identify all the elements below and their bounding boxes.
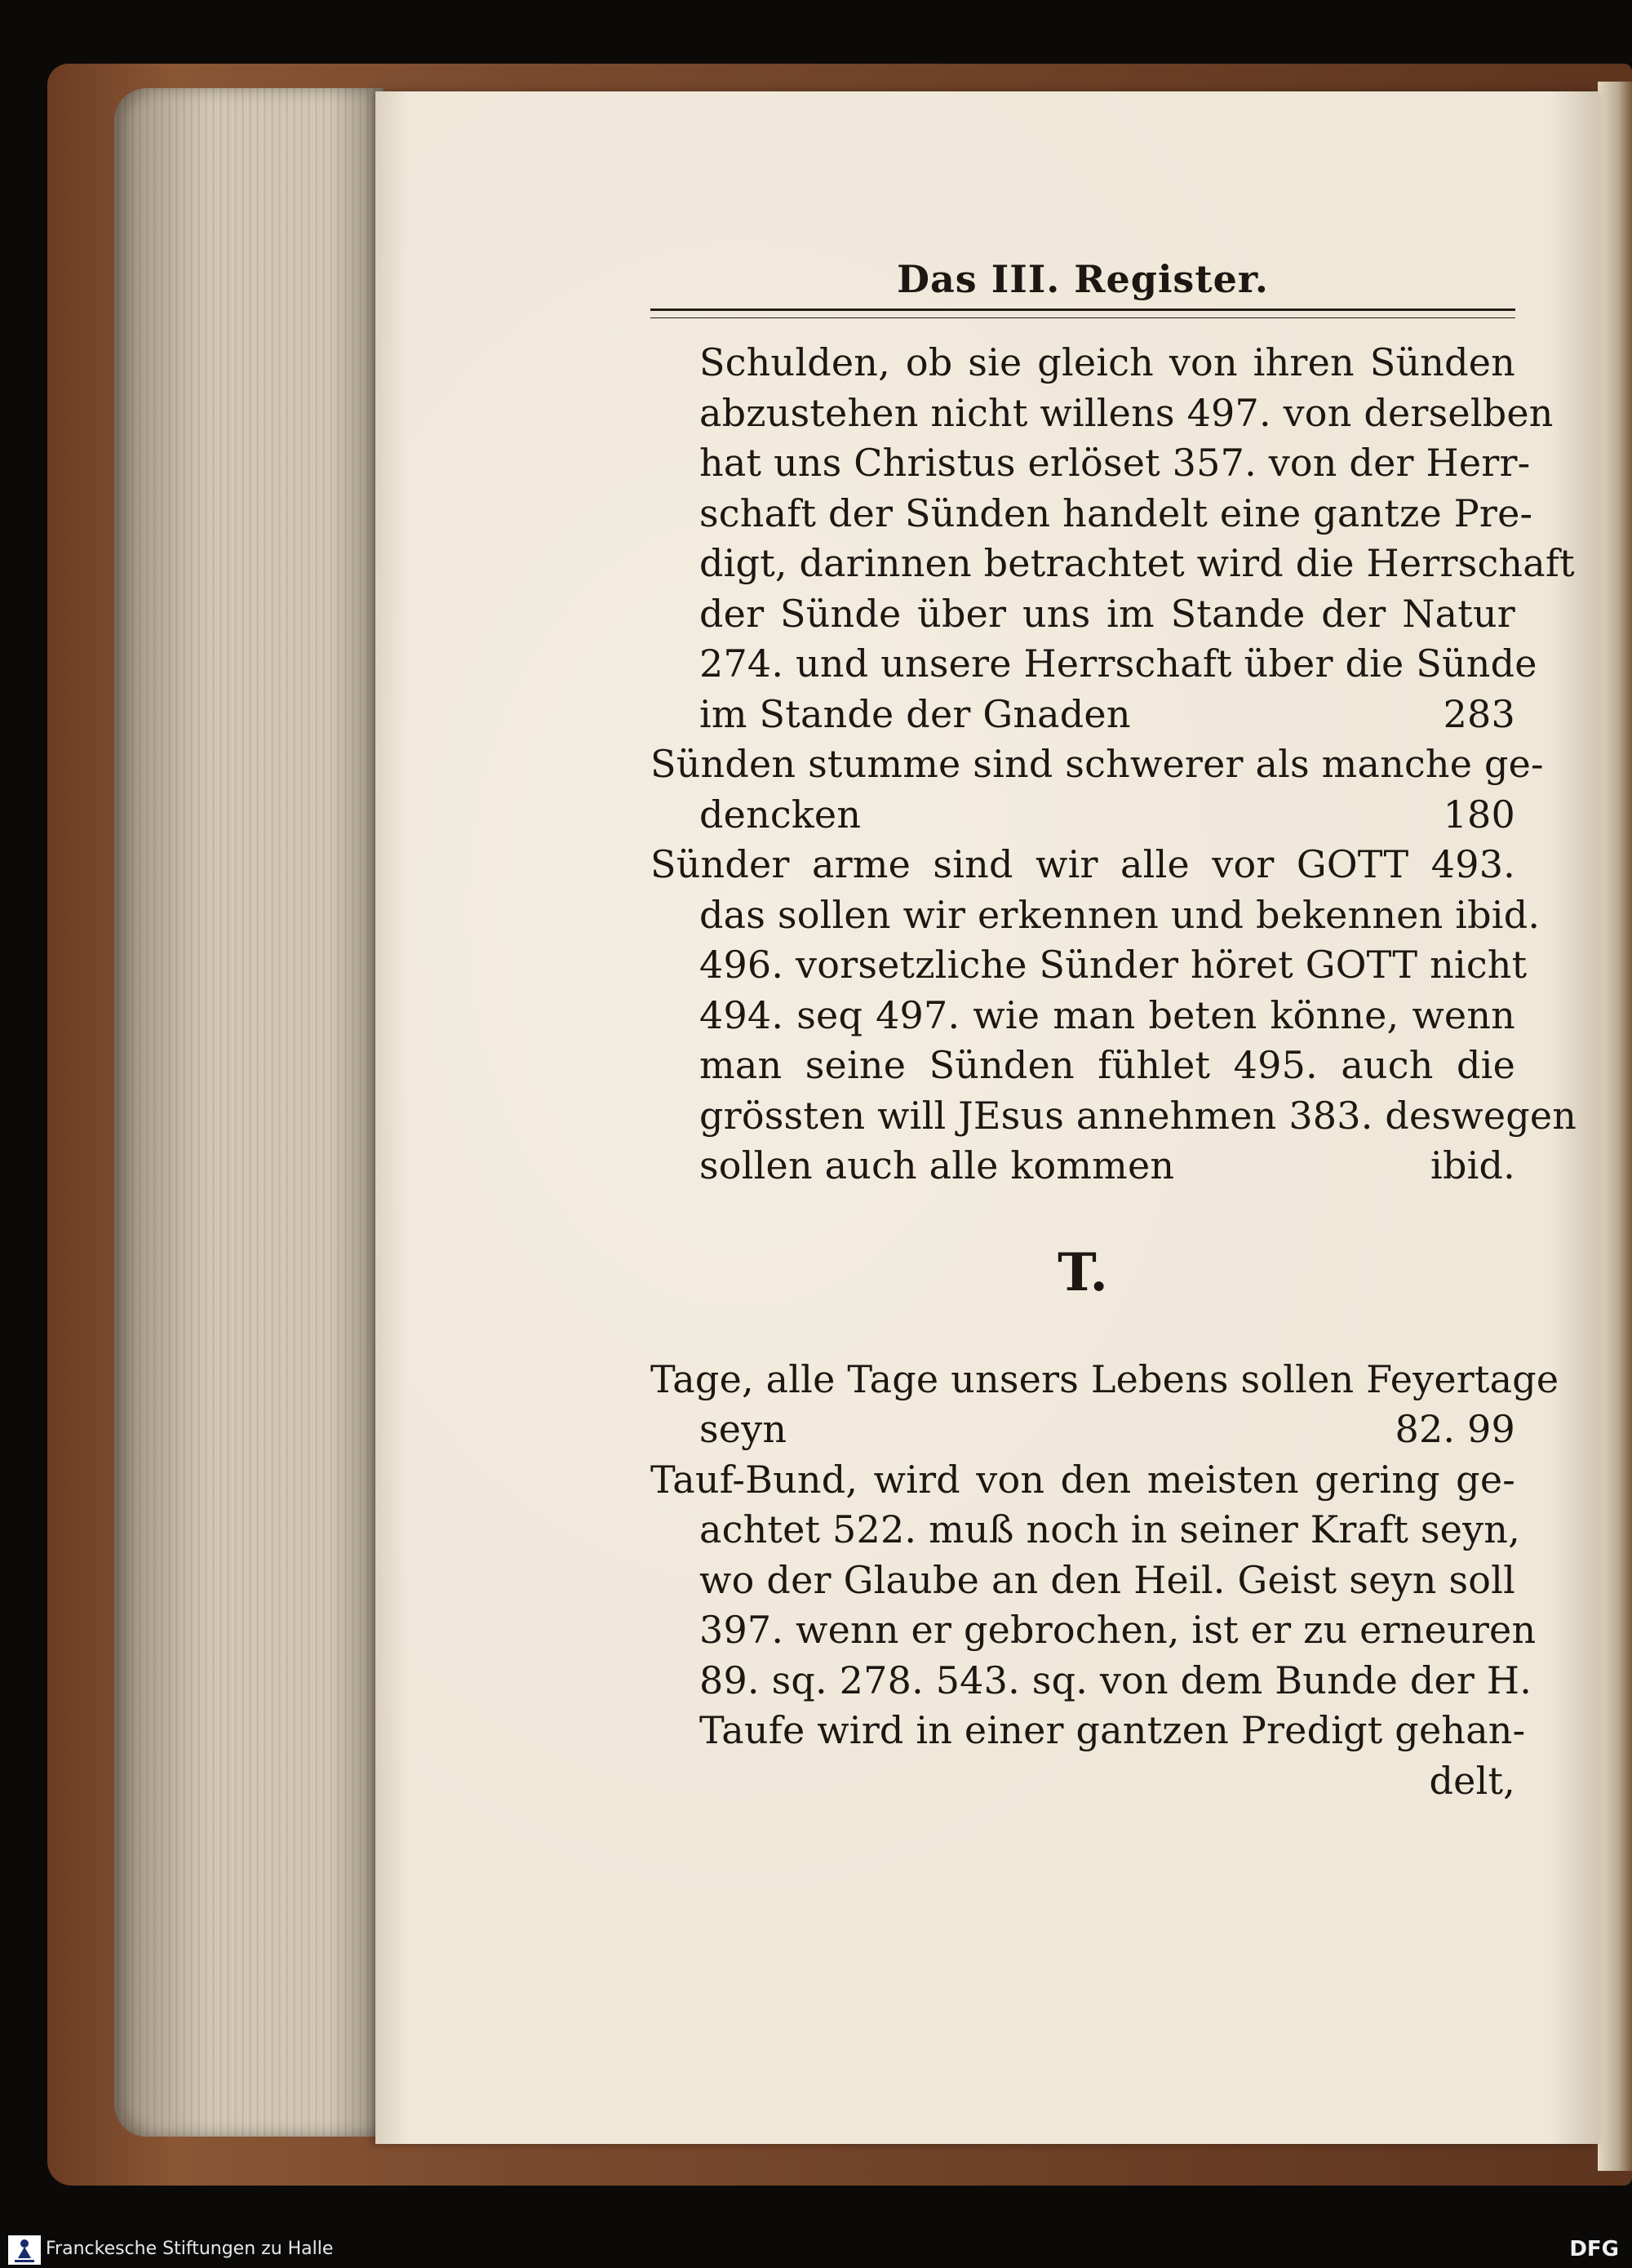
- entry-tauf-bund: [650, 1455, 1537, 1807]
- page-reference: 180: [1443, 792, 1515, 837]
- text-line: grössten will JEsus annehmen 383. deswegen: [699, 1093, 1577, 1138]
- text-line-with-page-ref: [650, 690, 1515, 740]
- page-text: [650, 255, 1577, 1806]
- facing-page-edge: [1598, 82, 1632, 2171]
- book-page: [375, 91, 1599, 2144]
- text-line: achtet 522. muß noch in seiner Kraft seyn,: [699, 1507, 1520, 1551]
- page-reference: 82. 99: [1395, 1407, 1515, 1451]
- text-line: 397. wenn er gebrochen, ist er zu erneuren: [699, 1608, 1537, 1652]
- entry-schulden-continued: [650, 338, 1575, 739]
- catchword: delt,: [1429, 1758, 1515, 1803]
- line-text: sollen auch alle kommen: [699, 1143, 1175, 1187]
- funder-logo-text: DFG: [1569, 2237, 1619, 2261]
- page-edges-shade: [114, 88, 384, 2137]
- text-line-with-page-ref: [650, 1141, 1515, 1192]
- text-line: 494. seq 497. wie man beten könne, wenn: [699, 992, 1515, 1037]
- institution-name: Franckesche Stiftungen zu Halle: [46, 2239, 334, 2259]
- entry-headline: Tauf-Bund, wird von den meisten gering ge-: [650, 1457, 1515, 1502]
- text-line: schaft der Sünden handelt eine gantze Pre-: [699, 490, 1533, 535]
- page-reference: 283: [1443, 691, 1515, 736]
- text-line-with-page-ref: [650, 1405, 1515, 1455]
- entry-suenden-stumme: [650, 739, 1544, 840]
- entry-headline: Tage, alle Tage unsers Lebens sollen Feyertage: [650, 1356, 1559, 1401]
- header-rule: [650, 308, 1515, 318]
- credit-bar: [0, 2232, 1632, 2268]
- line-text: im Stande der Gnaden: [699, 691, 1131, 736]
- line-text: seyn: [699, 1407, 787, 1451]
- text-line: man seine Sünden fühlet 495. auch die: [699, 1043, 1515, 1087]
- section-letter-heading: T.: [1058, 1241, 1108, 1303]
- text-line: das sollen wir erkennen und bekennen ibid.: [699, 892, 1541, 937]
- running-head: Das III. Register.: [897, 257, 1269, 301]
- text-line: Taufe wird in einer gantzen Predigt gehan-: [699, 1708, 1526, 1752]
- page-reference: ibid.: [1430, 1143, 1515, 1187]
- entry-suender-arme: [650, 840, 1577, 1192]
- text-line-with-page-ref: [650, 790, 1515, 841]
- text-line: 496. vorsetzliche Sünder höret GOTT nicht: [699, 943, 1528, 987]
- institution-logo-icon: [8, 2235, 41, 2265]
- line-text: dencken: [699, 792, 862, 837]
- text-line: der Sünde über uns im Stande der Natur: [699, 591, 1515, 636]
- text-line: wo der Glaube an den Heil. Geist seyn soll: [699, 1557, 1515, 1602]
- entry-headline: Sünden stumme sind schwerer als manche ge-: [650, 742, 1544, 786]
- text-line: 89. sq. 278. 543. sq. von dem Bunde der H.: [699, 1658, 1532, 1702]
- text-line: hat uns Christus erlöset 357. von der Herr-: [699, 441, 1531, 485]
- text-line: Schulden, ob sie gleich von ihren Sünden: [699, 340, 1515, 384]
- text-line: 274. und unsere Herrschaft über die Sünde: [699, 641, 1537, 686]
- text-line: abzustehen nicht willens 497. von derselben: [699, 390, 1554, 435]
- text-line: digt, darinnen betrachtet wird die Herrschaft: [699, 541, 1575, 585]
- entry-tage: [650, 1355, 1559, 1455]
- entry-headline: Sünder arme sind wir alle vor GOTT 493.: [650, 842, 1515, 886]
